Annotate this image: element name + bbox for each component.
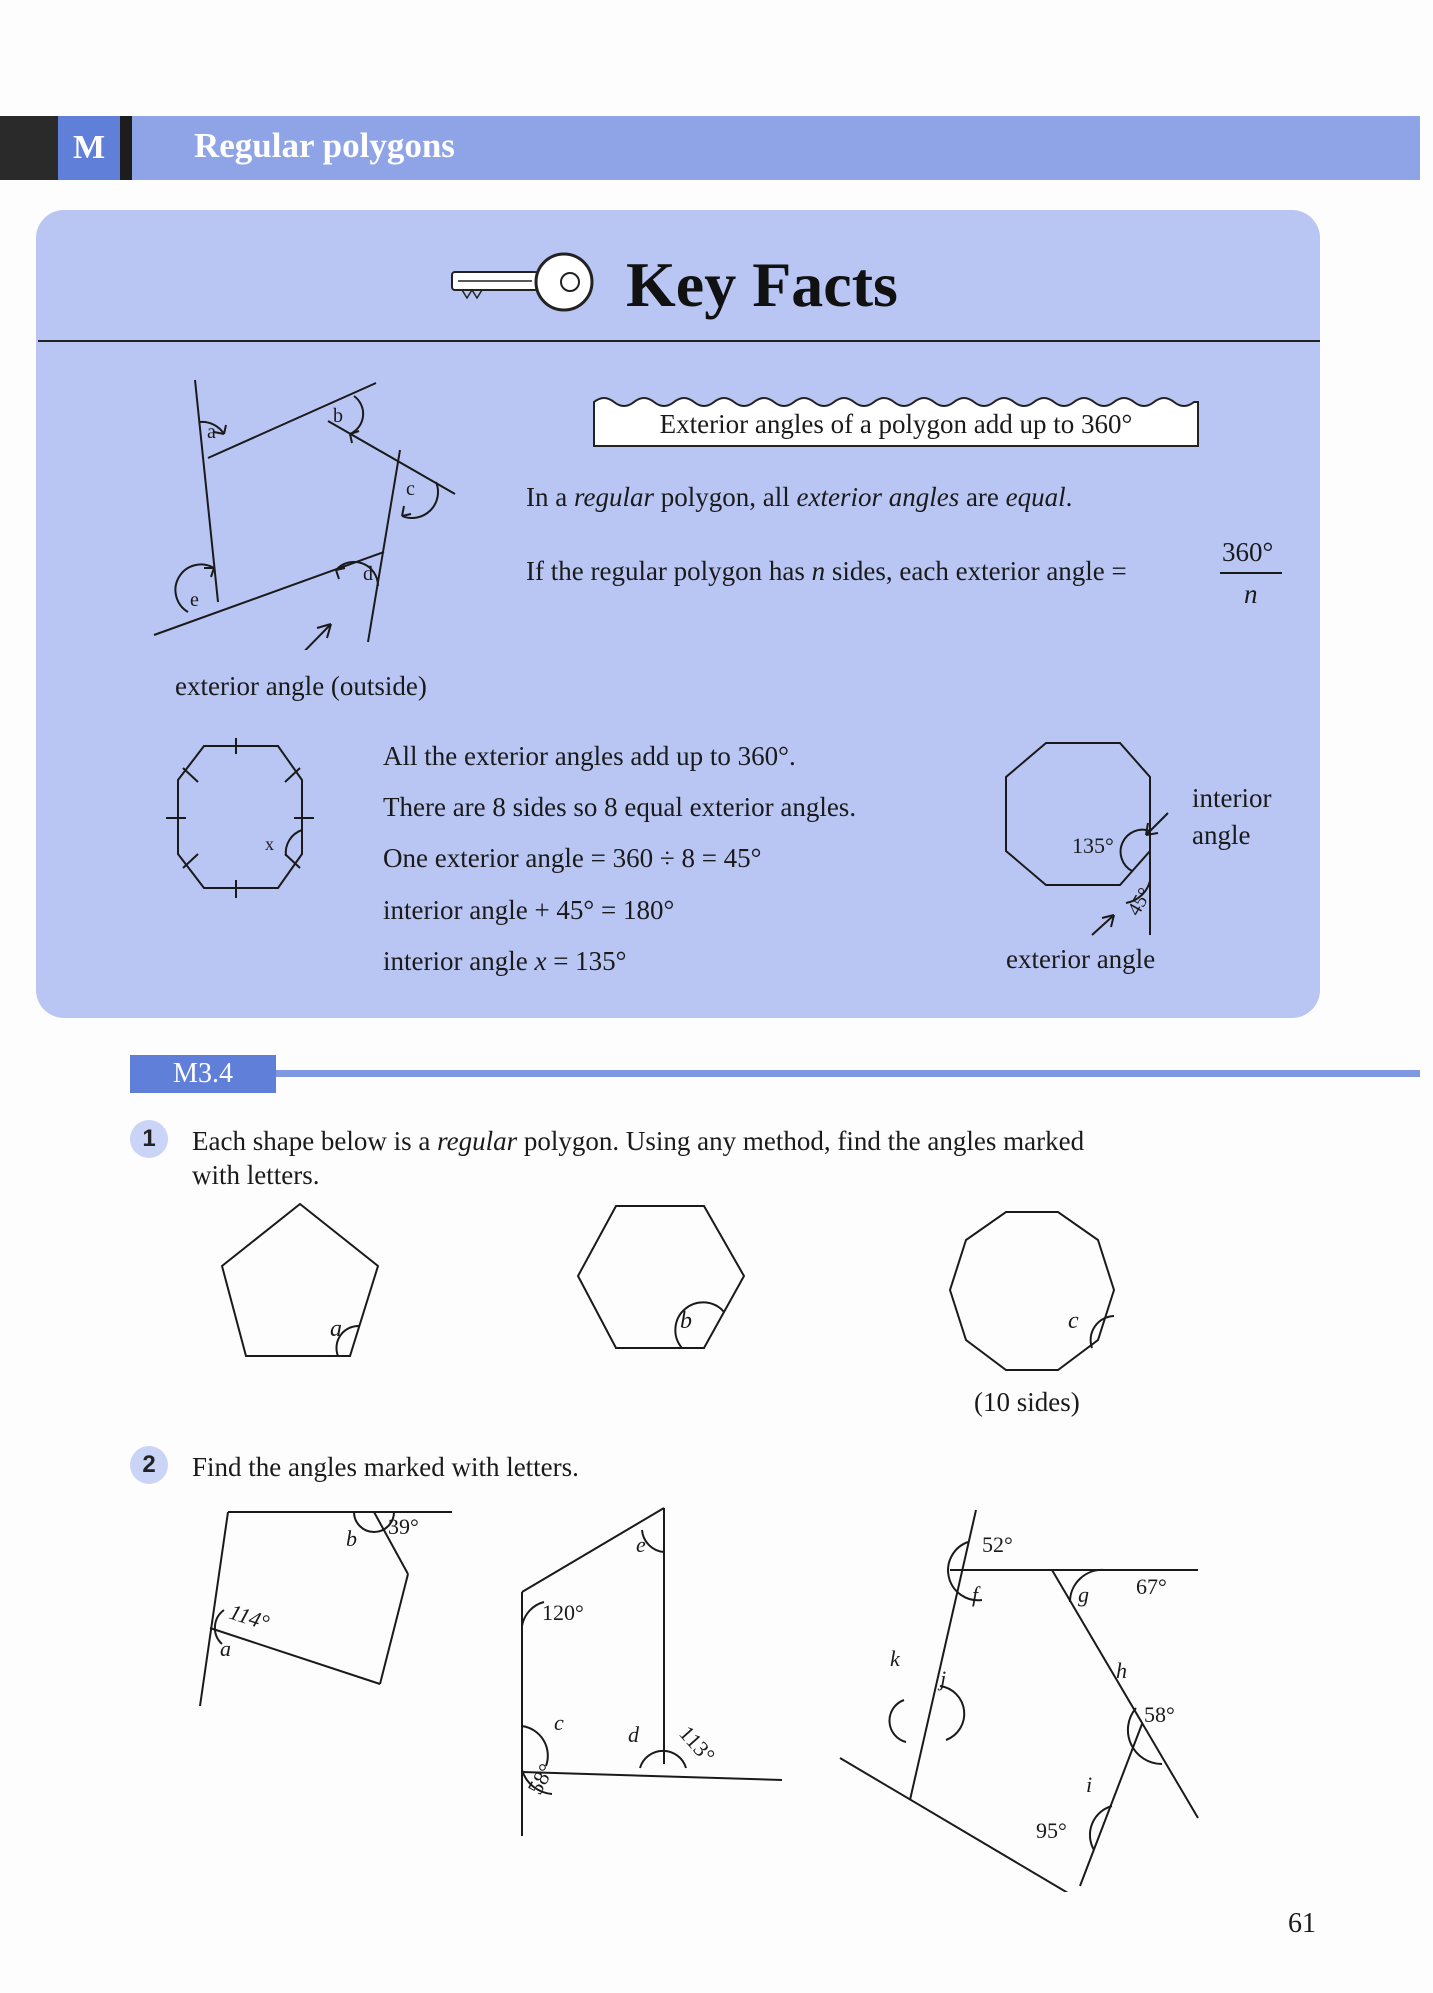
question-2-figure-1: [190, 1496, 460, 1716]
question-2-text: Find the angles marked with letters.: [192, 1452, 579, 1482]
label-52: 52°: [982, 1532, 1013, 1557]
interior-caption-1: interior: [1192, 783, 1272, 813]
label-i: i: [1086, 1772, 1093, 1797]
label-h: h: [1116, 1658, 1127, 1683]
header-divider: [120, 116, 132, 180]
header-edge: [0, 116, 58, 180]
section-rule: [276, 1070, 1420, 1077]
label-c: c: [406, 478, 415, 500]
fraction-bar: [1220, 572, 1282, 574]
label-b: b: [333, 405, 343, 427]
label-95: 95°: [1036, 1818, 1067, 1843]
label-g: g: [1078, 1582, 1089, 1607]
fraction-denominator: n: [1244, 579, 1258, 609]
interior-exterior-octagon: [998, 735, 1198, 955]
regular-polygon-fact: In a regular polygon, all exterior angles are equal.: [526, 482, 1073, 512]
question-2-figure-2: [506, 1500, 786, 1840]
label-135: 135°: [1072, 833, 1114, 858]
label-e: e: [636, 1532, 646, 1557]
unit-letter: M: [58, 116, 120, 180]
section-code: M3.4: [130, 1055, 276, 1093]
exterior-angle-label: exterior angle: [1006, 944, 1156, 974]
step-4: interior angle + 45° = 180°: [383, 895, 675, 925]
step-2: There are 8 sides so 8 equal exterior angles.: [383, 792, 857, 822]
label-58: 58°: [1144, 1702, 1175, 1727]
page-number: 61: [1288, 1908, 1316, 1939]
label-x: x: [265, 834, 274, 854]
label-58: 58°: [522, 1759, 559, 1799]
question-1-text: Each shape below is a regular polygon. Using any method, find the angles marked: [192, 1126, 1085, 1156]
question-2-figure-3: [836, 1502, 1206, 1892]
pentagon-shape: [220, 1200, 390, 1362]
label-113: 113°: [674, 1720, 721, 1768]
key-facts-title: Key Facts: [626, 249, 898, 320]
label-j: j: [940, 1666, 947, 1691]
label-c: c: [1068, 1308, 1079, 1334]
label-39: 39°: [388, 1514, 419, 1539]
label-a: a: [220, 1636, 231, 1661]
step-5: interior angle x = 135°: [383, 946, 627, 976]
question-2-number: 2: [130, 1446, 168, 1484]
step-3: One exterior angle = 360 ÷ 8 = 45°: [383, 843, 762, 873]
label-b: b: [680, 1308, 692, 1334]
label-f: f: [972, 1582, 979, 1607]
label-b: b: [346, 1526, 357, 1551]
chapter-title: Regular polygons: [194, 126, 455, 165]
n-sides-fact: If the regular polygon has n sides, each exterior angle =: [526, 556, 1127, 586]
exterior-angles-diagram: [140, 370, 480, 650]
fraction-numerator: 360°: [1222, 537, 1274, 567]
key-icon: [448, 248, 596, 316]
label-67: 67°: [1136, 1574, 1167, 1599]
label-114: 114°: [226, 1598, 273, 1636]
exterior-angle-caption: exterior angle (outside): [175, 671, 427, 701]
fact-box-text: Exterior angles of a polygon add up to 360°: [659, 408, 1133, 439]
ten-sides-caption: (10 sides): [974, 1387, 1080, 1417]
label-d: d: [363, 563, 373, 585]
key-facts-rule: [38, 340, 1320, 342]
decagon-shape: [946, 1208, 1118, 1374]
label-a: a: [330, 1316, 342, 1342]
label-120: 120°: [542, 1600, 584, 1625]
question-1-text-2: with letters.: [192, 1160, 320, 1190]
label-d: d: [628, 1722, 639, 1747]
label-45: 45°: [1123, 884, 1157, 920]
interior-caption-2: angle: [1192, 820, 1251, 850]
octagon-diagram: [150, 738, 326, 902]
label-k: k: [890, 1646, 900, 1671]
question-1-number: 1: [130, 1120, 168, 1158]
label-c: c: [554, 1710, 564, 1735]
label-a: a: [207, 421, 216, 443]
hexagon-shape: [574, 1202, 746, 1352]
label-e: e: [190, 589, 199, 611]
step-1: All the exterior angles add up to 360°.: [383, 741, 796, 771]
